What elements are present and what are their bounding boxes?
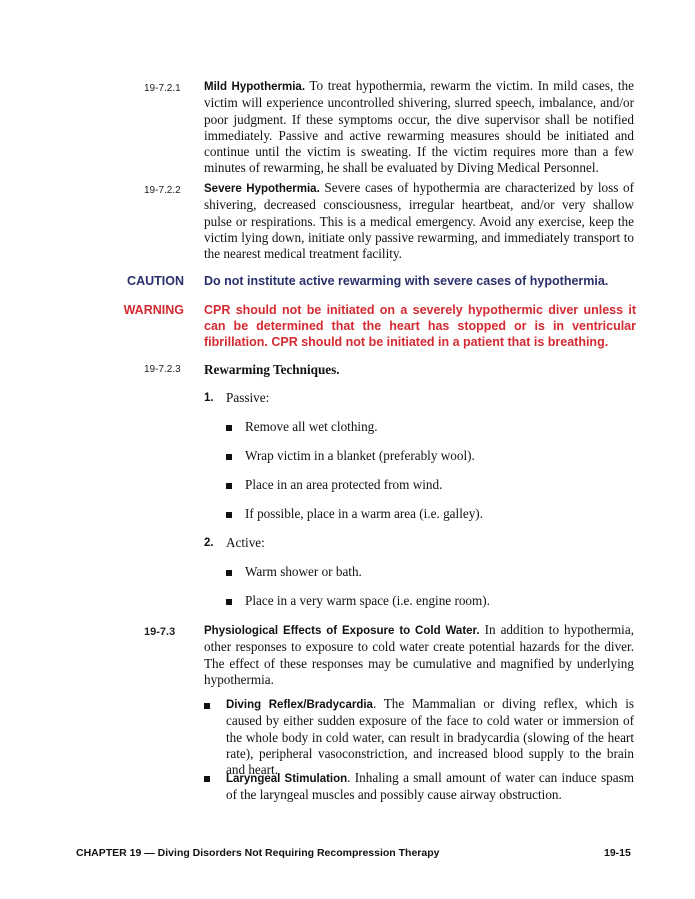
list-item: Warm shower or bath. — [245, 564, 362, 579]
list-item — [226, 770, 634, 804]
section-number: 19-7.2.2 — [144, 185, 181, 196]
list-number: 1. — [204, 392, 214, 404]
list-number: 2. — [204, 537, 214, 549]
bullet-text: . Inhaling a small amount of water can induce spasm of the laryngeal muscles and possibly cause airway obstruction. — [226, 770, 634, 803]
bullet-term: Laryngeal Stimulation — [226, 773, 348, 785]
section-heading: Rewarming Techniques. — [204, 362, 340, 377]
bullet-square-icon — [226, 512, 232, 518]
section-heading: Mild Hypothermia. — [204, 81, 306, 93]
bullet-square-icon — [226, 454, 232, 460]
paragraph-text: In addition to hypothermia, other responses to exposure to cold water create potential hazards for the diver. The effect of these responses may be cumulative and magnified by underlying hypothermia. — [204, 622, 634, 687]
warning-text: CPR should not be initiated on a severely hypothermic diver unless it can be determined that the heart has stopped or is in ventricular fibrillation. CPR should not be initiated in a patient that is breathing. — [204, 303, 636, 349]
list-item: Place in an area protected from wind. — [245, 477, 443, 492]
bullet-square-icon — [204, 703, 210, 709]
warning-label: WARNING — [123, 303, 184, 317]
list-item: Wrap victim in a blanket (preferably wool). — [245, 448, 475, 463]
bullet-square-icon — [204, 776, 210, 782]
bullet-square-icon — [226, 570, 232, 576]
bullet-term: Diving Reflex/Bradycardia — [226, 699, 373, 711]
list-item: If possible, place in a warm area (i.e. galley). — [245, 506, 483, 521]
severe-hypothermia-paragraph — [204, 180, 634, 262]
list-item: Place in a very warm space (i.e. engine room). — [245, 593, 490, 608]
footer-chapter-title: CHAPTER 19 — Diving Disorders Not Requiring Recompression Therapy — [76, 847, 440, 859]
section-heading: Physiological Effects of Exposure to Cold Water. — [204, 625, 480, 637]
bullet-square-icon — [226, 483, 232, 489]
section-heading: Severe Hypothermia. — [204, 183, 320, 195]
caution-text: Do not institute active rewarming with severe cases of hypothermia. — [204, 274, 609, 288]
physiological-effects-paragraph — [204, 622, 634, 688]
section-number: 19-7.2.3 — [144, 364, 181, 375]
passive-label: Passive: — [226, 390, 270, 405]
footer-page-number: 19-15 — [604, 847, 631, 859]
caution-label: CAUTION — [127, 274, 184, 288]
section-number: 19-7.3 — [144, 626, 176, 638]
paragraph-text: Severe cases of hypothermia are characterized by loss of shivering, decreased consciousness, irregular heartbeat, and/or very shallow pulse or respirations. This is a medical emergency. Avoid any exercise, keep the victim lying down, initiate only passive rewarming, and immediately transport to the nearest medical treatment facility. — [204, 180, 634, 262]
paragraph-text: To treat hypothermia, rewarm the victim. In mild cases, the victim will experience uncontrolled shivering, slurred speech, imbalance, and/or poor judgment. If these symptoms occur, the dive supervisor shall be notified immediately. Passive and active rewarming measures should be initiated and continue until the victim is sweating. If the victim requires more than a few minutes of rewarming, he shall be evaluated by Diving Medical Personnel. — [204, 78, 634, 176]
section-number: 19-7.2.1 — [144, 83, 181, 94]
list-item: Remove all wet clothing. — [245, 419, 378, 434]
mild-hypothermia-paragraph — [204, 78, 634, 177]
bullet-text: . The Mammalian or diving reflex, which is caused by either sudden exposure of the face to cold water or immersion of the whole body in cold water, can result in bradycardia (slowing of the heart rate), peripheral vasoconstriction, and increased blood supply to the brain and heart. — [226, 696, 634, 778]
active-label: Active: — [226, 535, 265, 550]
bullet-square-icon — [226, 425, 232, 431]
bullet-square-icon — [226, 599, 232, 605]
list-item — [226, 696, 634, 778]
